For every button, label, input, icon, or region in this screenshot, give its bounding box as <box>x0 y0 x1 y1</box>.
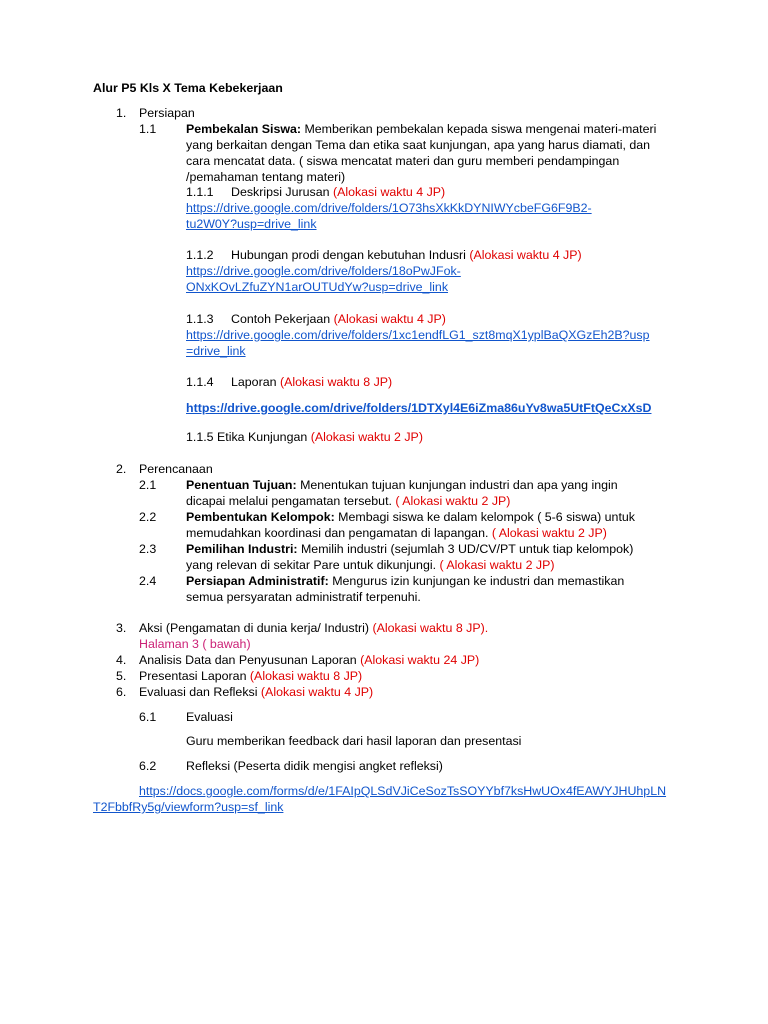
drive-link[interactable]: https://drive.google.com/drive/folders/1O73hsXkKkDYNIWYcbeFG6F9B2- <box>186 201 592 215</box>
drive-link[interactable]: tu2W0Y?usp=drive_link <box>186 217 317 231</box>
list-number: 1. <box>116 106 127 120</box>
section-heading: Persiapan <box>139 106 195 120</box>
drive-link[interactable]: https://drive.google.com/drive/folders/1xc1endfLG1_szt8mqX1yplBaQXGzEh2B?usp <box>186 328 650 342</box>
section-heading: Presentasi Laporan (Alokasi waktu 8 JP) <box>139 669 363 683</box>
sub-item: Evaluasi <box>186 710 233 724</box>
list-number: 3. <box>116 621 127 635</box>
paragraph-line: Pembentukan Kelompok: Membagi siswa ke dalam kelompok ( 5-6 siswa) untuk <box>186 510 635 524</box>
page-reference-note: Halaman 3 ( bawah) <box>139 637 251 651</box>
paragraph-line: semua persyaratan administratif terpenuhi. <box>186 590 421 604</box>
paragraph-line: Penentuan Tujuan: Menentukan tujuan kunjungan industri dan apa yang ingin <box>186 478 618 492</box>
list-number: 1.1.4 <box>186 375 214 389</box>
form-link[interactable]: T2FbbfRy5g/viewform?usp=sf_link <box>93 800 284 814</box>
list-number: 1.1 <box>139 122 157 136</box>
list-number: 6. <box>116 685 127 699</box>
paragraph-line: cara mencatat data. ( siswa mencatat materi dan guru memberi pendampingan <box>186 154 620 168</box>
section-heading: Analisis Data dan Penyusunan Laporan (Alokasi waktu 24 JP) <box>139 653 480 667</box>
allocation-note: (Alokasi waktu 4 JP) <box>332 185 446 199</box>
sub-item: Laporan (Alokasi waktu 8 JP) <box>231 375 393 389</box>
paragraph-line: memudahkan koordinasi dan pengamatan di lapangan. ( Alokasi waktu 2 JP) <box>186 526 607 540</box>
paragraph-line: /pemahaman tentang materi) <box>186 170 346 184</box>
paragraph-line: Pemilihan Industri: Memilih industri (sejumlah 3 UD/CV/PT untuk tiap kelompok) <box>186 542 634 556</box>
form-link[interactable]: https://docs.google.com/forms/d/e/1FAIpQLSdVJiCeSozTsSOYYbf7ksHwUOx4fEAWYJHUhpLN <box>139 784 667 798</box>
paragraph-line: yang berkaitan dengan Tema dan etika saat kunjungan, apa yang harus diamati, dan <box>186 138 651 152</box>
allocation-note: ( Alokasi waktu 2 JP) <box>395 494 511 508</box>
sub-item: Hubungan prodi dengan kebutuhan Indusri (Alokasi waktu 4 JP) <box>231 248 582 262</box>
list-number: 2.3 <box>139 542 157 556</box>
paragraph-line: Guru memberikan feedback dari hasil laporan dan presentasi <box>186 734 522 748</box>
drive-link[interactable]: ONxKOvLZfuZYN1arOUTUdYw?usp=drive_link <box>186 280 449 294</box>
sub-item: Refleksi (Peserta didik mengisi angket refleksi) <box>186 759 443 773</box>
list-number: 2.2 <box>139 510 157 524</box>
drive-link[interactable]: https://drive.google.com/drive/folders/1DTXyl4E6iZma86uYv8wa5UtFtQeCxXsD <box>186 401 652 415</box>
allocation-note: ( Alokasi waktu 2 JP) <box>491 526 607 540</box>
list-number: 2.1 <box>139 478 157 492</box>
list-number: 4. <box>116 653 127 667</box>
drive-link[interactable]: =drive_link <box>186 344 246 358</box>
list-number: 6.1 <box>139 710 157 724</box>
sub-item: 1.1.5 Etika Kunjungan (Alokasi waktu 2 JP) <box>186 430 423 444</box>
allocation-note: (Alokasi waktu 8 JP). <box>372 621 489 635</box>
allocation-note: (Alokasi waktu 4 JP) <box>260 685 374 699</box>
allocation-note: (Alokasi waktu 24 JP) <box>360 653 480 667</box>
allocation-note: (Alokasi waktu 4 JP) <box>333 312 446 326</box>
allocation-note: (Alokasi waktu 2 JP) <box>310 430 423 444</box>
list-number: 2.4 <box>139 574 157 588</box>
list-number: 1.1.3 <box>186 312 214 326</box>
list-number: 1.1.2 <box>186 248 214 262</box>
allocation-note: (Alokasi waktu 4 JP) <box>469 248 582 262</box>
sub-item: Deskripsi Jurusan (Alokasi waktu 4 JP) <box>231 185 446 199</box>
section-heading: Aksi (Pengamatan di dunia kerja/ Industri) (Alokasi waktu 8 JP). <box>139 621 489 635</box>
paragraph-line: yang relevan di sekitar Pare untuk dikunjungi. ( Alokasi waktu 2 JP) <box>186 558 555 572</box>
paragraph-line: dicapai melalui pengamatan tersebut. ( Alokasi waktu 2 JP) <box>186 494 511 508</box>
list-number: 6.2 <box>139 759 157 773</box>
drive-link[interactable]: https://drive.google.com/drive/folders/18oPwJFok- <box>186 264 461 278</box>
allocation-note: (Alokasi waktu 8 JP) <box>249 669 363 683</box>
section-heading: Perencanaan <box>139 462 213 476</box>
allocation-note: ( Alokasi waktu 2 JP) <box>439 558 555 572</box>
paragraph-line: Pembekalan Siswa: Memberikan pembekalan kepada siswa mengenai materi-materi <box>186 122 657 136</box>
allocation-note: (Alokasi waktu 8 JP) <box>279 375 393 389</box>
list-number: 2. <box>116 462 127 476</box>
document-title: Alur P5 Kls X Tema Kebekerjaan <box>93 81 283 95</box>
list-number: 5. <box>116 669 127 683</box>
sub-item: Contoh Pekerjaan (Alokasi waktu 4 JP) <box>231 312 446 326</box>
list-number: 1.1.1 <box>186 185 214 199</box>
paragraph-line: Persiapan Administratif: Mengurus izin kunjungan ke industri dan memastikan <box>186 574 625 588</box>
section-heading: Evaluasi dan Refleksi (Alokasi waktu 4 JP) <box>139 685 374 699</box>
